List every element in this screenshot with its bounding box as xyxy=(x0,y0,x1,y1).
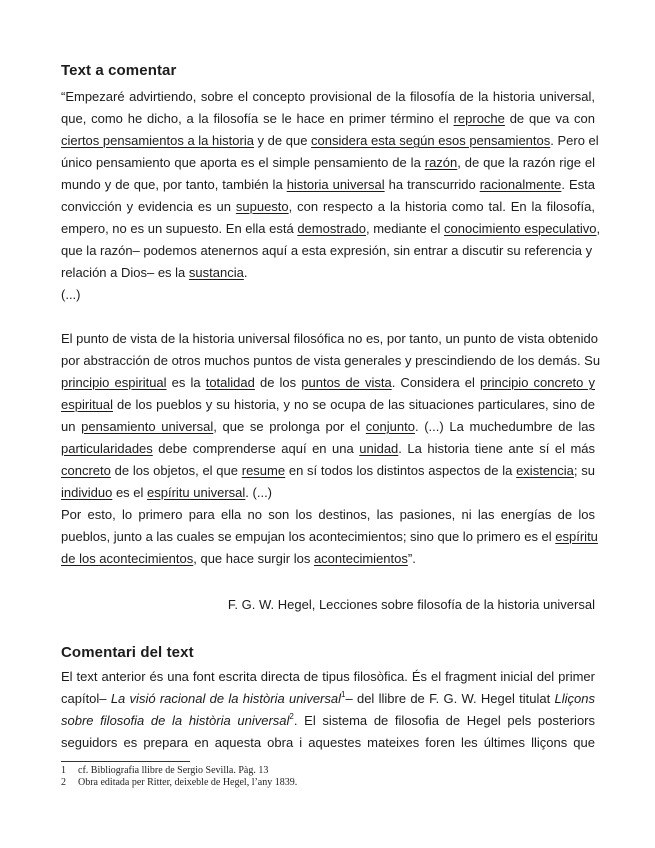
quote_lines-line xyxy=(61,548,595,570)
underlined-term: unidad xyxy=(359,441,399,456)
text-run: Por esto, lo primero para ella no son los destinos, las pasiones, ni las energías de los xyxy=(61,507,595,522)
quote_lines-line xyxy=(61,460,595,482)
text-run: en sí todos los distintos aspectos de la xyxy=(285,463,517,478)
text-run: convicción y evidencia es un xyxy=(61,199,236,214)
text-run: que, como he dicho, a la filosofía se le hace en primer término el xyxy=(61,111,454,126)
underlined-term: demostrado xyxy=(297,221,366,236)
quote_lines-line xyxy=(61,284,595,306)
quote_lines-line xyxy=(61,328,598,350)
footnote-number: 1 xyxy=(61,765,66,776)
text-run: – del llibre de F. G. W. Hegel titulat xyxy=(345,691,555,706)
underlined-term: espíritu xyxy=(555,529,598,544)
underlined-term: totalidad xyxy=(205,375,255,390)
text-run: . La historia tiene ante sí el más xyxy=(398,441,596,456)
underlined-term: particularidades xyxy=(61,441,153,456)
text-run: , mediante el xyxy=(365,221,445,236)
text-run: de los xyxy=(254,375,302,390)
comment_lines-line xyxy=(61,666,595,688)
quote_lines-line xyxy=(61,504,595,526)
text-run: debe comprenderse aquí en una xyxy=(152,441,360,456)
underlined-term: ciertos pensamientos a la historia xyxy=(61,133,254,148)
italic-title: La visió racional de la història universal xyxy=(110,691,341,706)
italic-title: sobre filosofia de la història universal xyxy=(61,713,290,728)
heading-text-to-comment: Text a comentar xyxy=(61,62,177,79)
footnote-ref: 1 xyxy=(341,689,346,699)
text-run: , que se prolonga por el xyxy=(213,419,366,434)
text-run: ”. xyxy=(407,551,416,566)
text-run: y de que xyxy=(253,133,312,148)
quote_lines-line xyxy=(61,218,601,240)
text-run: mundo y de que, por tanto, también la xyxy=(61,177,287,192)
text-run: pueblos, junto a las cuales se empujan los acontecimientos; sino que lo primero es el xyxy=(61,529,556,544)
underlined-term: sustancia xyxy=(188,265,244,280)
underlined-term: espíritu universal xyxy=(147,485,246,500)
underlined-term: de los acontecimientos xyxy=(61,551,194,566)
quote_lines-line xyxy=(61,416,595,438)
underlined-term: individuo xyxy=(61,485,113,500)
text-run: . (...) La muchedumbre de las xyxy=(414,419,595,434)
footnote-separator xyxy=(61,761,190,762)
text-run: . xyxy=(243,265,248,280)
text-run: es la xyxy=(166,375,206,390)
footnote-2 xyxy=(61,777,297,789)
quote_lines-line xyxy=(61,108,595,130)
footnote-1 xyxy=(61,765,268,777)
footnote-text: cf. Bibliografia llibre de Sergio Sevilla. Pàg. 13 xyxy=(78,765,269,776)
text-run: un xyxy=(61,419,82,434)
underlined-term: historia universal xyxy=(286,177,385,192)
quote_lines-line xyxy=(61,482,595,504)
underlined-term: concreto xyxy=(61,463,111,478)
footnote-text: Obra editada per Ritter, deixeble de Hegel, l’any 1839. xyxy=(78,777,298,788)
comment_lines-line xyxy=(61,732,595,754)
underlined-term: reproche xyxy=(453,111,505,126)
underlined-term: espiritual xyxy=(61,397,114,412)
text-run: que la razón– podemos atenernos aquí a esta expresión, sin entrar a discutir su referencia y xyxy=(61,243,593,258)
quote_lines-line xyxy=(61,394,595,416)
quote_lines-line xyxy=(61,86,595,108)
text-run: ; su xyxy=(573,463,595,478)
text-run: único pensamiento que aporta es el simple pensamiento de la xyxy=(61,155,425,170)
text-run: , xyxy=(596,221,601,236)
quote_lines-line xyxy=(61,350,601,372)
text-run: . Considera el xyxy=(391,375,481,390)
underlined-term: resume xyxy=(241,463,286,478)
quote-attribution: F. G. W. Hegel, Lecciones sobre filosofía de la historia universal xyxy=(227,597,595,612)
quote_lines-line xyxy=(61,130,599,152)
text-run: El punto de vista de la historia universal filosófica no es, por tanto, un punto de vista obtenido xyxy=(61,331,598,346)
footnote-number: 2 xyxy=(61,777,66,788)
text-run: relación a Dios– es la xyxy=(61,265,189,280)
underlined-term: principio concreto y xyxy=(480,375,595,390)
text-run: (...) xyxy=(61,287,81,302)
underlined-term: conocimiento especulativo xyxy=(444,221,597,236)
underlined-term: considera esta según esos pensamientos xyxy=(311,133,551,148)
text-run: ha transcurrido xyxy=(384,177,480,192)
quote_lines-line xyxy=(61,526,598,548)
underlined-term: pensamiento universal xyxy=(81,419,214,434)
text-run: capítol– xyxy=(61,691,111,706)
underlined-term: acontecimientos xyxy=(313,551,408,566)
text-run: de los pueblos y su historia, y no se ocupa de las situaciones particulares, sino de xyxy=(113,397,595,412)
text-run: por abstracción de otros muchos puntos de vista generales y prescindiendo de los demás. Su xyxy=(61,353,601,368)
underlined-term: existencia xyxy=(516,463,574,478)
underlined-term: supuesto xyxy=(235,199,289,214)
underlined-term: puntos de vista xyxy=(301,375,392,390)
text-run: . Pero el xyxy=(550,133,599,148)
quote_lines-line xyxy=(61,196,595,218)
text-run: , de que la razón rige el xyxy=(457,155,595,170)
quote_lines-line xyxy=(61,262,595,284)
text-run: . (...) xyxy=(245,485,273,500)
italic-title: Lliçons xyxy=(554,691,595,706)
comment_lines-line xyxy=(61,710,595,732)
underlined-term: principio espiritual xyxy=(61,375,167,390)
quote_lines-line xyxy=(61,372,595,394)
underlined-term: razón xyxy=(424,155,458,170)
footnote-ref: 2 xyxy=(289,711,294,721)
text-run: , que hace surgir los xyxy=(193,551,314,566)
text-run: . El sistema de filosofia de Hegel pels posteriors xyxy=(293,713,596,728)
comment_lines-line xyxy=(61,688,595,710)
underlined-term: conjunto xyxy=(365,419,415,434)
text-run: . Esta xyxy=(561,177,595,192)
text-run: de los objetos, el que xyxy=(110,463,242,478)
text-run: de que va con xyxy=(504,111,595,126)
text-run: “Empezaré advirtiendo, sobre el concepto provisional de la filosofía de la historia universal, xyxy=(61,89,595,104)
text-run: es el xyxy=(112,485,148,500)
quote_lines-line xyxy=(61,174,595,196)
quote_lines-line xyxy=(61,240,595,262)
quote_lines-line xyxy=(61,152,595,174)
text-run: , con respecto a la historia como tal. En la filosofía, xyxy=(288,199,595,214)
text-run: El text anterior és una font escrita directa de tipus filosòfica. És el fragment inicial del primer xyxy=(61,669,595,684)
underlined-term: racionalmente xyxy=(479,177,562,192)
text-run: empero, no es un supuesto. En ella está xyxy=(61,221,298,236)
quote_lines-line xyxy=(61,438,595,460)
heading-comment: Comentari del text xyxy=(61,644,194,661)
text-run: seguidors es prepara en aquesta obra i aquestes mateixes foren les últimes lliçons que xyxy=(61,735,595,750)
